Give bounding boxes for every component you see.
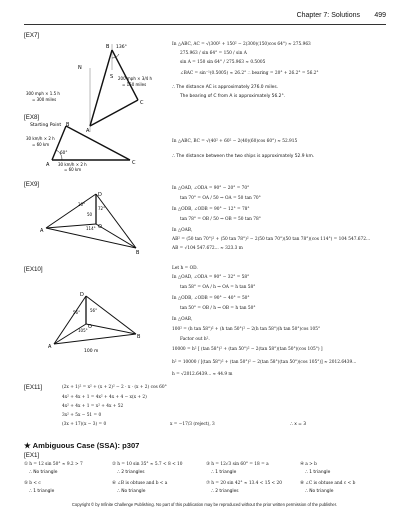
ex7-line-2: 275.963 / sin 64° = 150 / sin A	[180, 51, 247, 56]
ex7-line-4: ∠BAC = sin⁻¹(0.5005) ≈ 26.2° ∴ bearing = 20° + 26.2° = 56.2°	[180, 71, 319, 76]
page-number: 499	[374, 12, 386, 19]
ex7-point-b: B	[106, 44, 110, 50]
ex7-starting-point: Starting Point	[30, 123, 62, 128]
ex8-point-b: B	[66, 122, 70, 128]
ex9-angle-3: 114°	[86, 226, 96, 231]
ex9-angle-1: 20°	[78, 202, 86, 207]
ex10-point-b: B	[137, 334, 141, 340]
ex9-line-1: In △OAD, ∠ODA = 90° − 20° = 70°	[172, 186, 250, 191]
page-header	[24, 12, 386, 25]
ex9-line-6: AB² = (50 tan 70°)² + (50 tan 78°)² − 2(50 tan 70°)(50 tan 78°)(cos 114°) = 104 547.672...	[172, 237, 371, 242]
ex9-line-2: tan 70° = OA / 50 ⇒ OA = 50 tan 70°	[180, 196, 261, 201]
ex10-line-9: 10000 = h² [ (tan 58°)² + (tan 50°)² − 2(tan 58°)(tan 50°)(cos 105°) ]	[172, 347, 323, 352]
ex10-point-o: O	[88, 324, 92, 330]
ex10-point-d: D	[80, 292, 84, 298]
ex7-line-3: sin A = 150 sin 64° / 275.963 ≈ 0.5005	[180, 60, 266, 65]
ssa-item-7-question: ⑦ h = 20 sin 42° ≈ 13.4 < 15 < 20	[206, 481, 282, 486]
ex8-bottom-distance: = 60 km	[64, 167, 82, 172]
ex7-leg2-distance: = 150 miles	[122, 82, 147, 87]
ex11-line-3: 4x² + 4x + 1 = x² + 4x + 52	[62, 404, 124, 409]
ex9-label: [EX9]	[24, 181, 40, 188]
ex8-point-c: C	[132, 160, 136, 166]
ex10-figure	[40, 290, 144, 354]
ssa-item-7-answer: ∴ 2 triangles	[211, 489, 239, 494]
ex11-line-1: (2x + 1)² = x² + (x + 2)² − 2 · x · (x + 2) cos 60°	[62, 385, 167, 390]
ex11-line-4: 3x² + 5x − 51 = 0	[62, 413, 102, 418]
ex10-line-6: In △OAB,	[172, 317, 193, 322]
ex10-line-3: tan 58° = OA / h ⇒ OA = h tan 58°	[180, 285, 256, 290]
ssa-item-2-question: ② h = 10 sin 35° ≈ 5.7 < 8 < 10	[112, 462, 183, 467]
ex10-line-1: Let h = OD.	[172, 266, 198, 271]
ex9-line-3: In △ODB, ∠ODB = 90° − 12° = 78°	[172, 207, 250, 212]
ex7-figure	[26, 40, 154, 132]
ex8-top-distance: = 60 km	[32, 142, 50, 147]
ex8-top-speed: 30 km/h × 2 h	[26, 136, 55, 141]
ex11-solution: x = −17/3 (reject), 3	[170, 422, 215, 427]
ssa-item-6-question: ⑥ ∠B is obtuse and b < a	[112, 481, 168, 486]
ex11-line-2: 4x² + 4x + 1 = 4x² + 4x + 4 − x(x + 2)	[62, 395, 147, 400]
ex10-point-a: A	[48, 344, 52, 350]
ssa-item-3-question: ③ h = 12√3 sin 60° = 18 = a	[206, 462, 269, 467]
ex11-label: [EX11]	[24, 384, 43, 391]
ex9-line-4: tan 78° = OB / 50 ⇒ OB = 50 tan 78°	[180, 217, 261, 222]
ex8-answer: ∴ The distance between the two ships is approximately 52.9 km.	[172, 154, 315, 159]
ambiguous-case-title: ★ Ambiguous Case (SSA): p307	[24, 441, 140, 450]
ssa-item-1-answer: ∴ No triangle	[29, 470, 58, 475]
ssa-item-5-question: ⑤ b < c	[24, 481, 41, 486]
ex7-leg1-speed: 300 mph × 1.5 h	[26, 91, 60, 96]
ex9-line-5: In △OAB,	[172, 228, 193, 233]
ssa-item-8-question: ⑧ ∠C is obtuse and c < b	[300, 481, 356, 486]
ex8-figure	[26, 122, 138, 172]
ex7-angle-label: 136°	[116, 45, 127, 50]
ex9-point-a: A	[40, 228, 44, 234]
ex9-figure	[40, 190, 144, 256]
ex9-height: 50	[87, 212, 93, 217]
ex10-label: [EX10]	[24, 266, 43, 273]
copyright-footer: Copyright © by Infinite Challenge Publishing. No part of this publication may be reproduced without the prior written permission of the publisher.	[71, 502, 338, 507]
ex10-angle-3: 105°	[78, 328, 88, 333]
ex10-line-4: In △ODB, ∠ODB = 90° − 40° = 50°	[172, 296, 250, 301]
ssa-item-5-answer: ∴ 1 triangle	[29, 489, 55, 494]
ex8-label: [EX8]	[24, 114, 40, 121]
ex10-line-11: h = √2012.6439... ≈ 44.9 m	[172, 372, 233, 377]
ssa-item-4-question: ④ a > b	[300, 462, 317, 467]
ex7-line-1: In △ABC, AC = √(300² + 150² − 2(300)(150)cos 64°) ≈ 275.963	[172, 42, 311, 47]
ssa-item-1-question: ① h = 12 sin 50° ≈ 9.2 > 7	[24, 462, 83, 467]
ssa-ex1-label: [EX1]	[24, 452, 40, 459]
ex7-point-c: C	[140, 100, 144, 106]
ssa-item-4-answer: ∴ 1 triangle	[305, 470, 331, 475]
ex8-angle-label: 60°	[60, 150, 68, 155]
ex7-answer-1: ∴ The distance AC is approximately 276.0 miles.	[172, 85, 279, 90]
ex9-point-b: B	[136, 250, 140, 256]
ex10-line-2: In △OAD, ∠ODA = 90° − 32° = 58°	[172, 275, 250, 280]
ex11-answer: ∴ x = 3	[290, 422, 307, 427]
ex7-label: [EX7]	[24, 32, 40, 39]
ex8-line: In △ABC, BC = √(40² + 60² − 2(40)(60)cos 60°) ≈ 52.915	[172, 139, 298, 144]
ssa-item-3-answer: ∴ 1 triangle	[211, 470, 237, 475]
ex9-point-o: O	[98, 224, 102, 230]
ex10-line-5: tan 50° = OB / h ⇒ OB = h tan 50°	[180, 306, 256, 311]
ssa-item-6-answer: ∴ No triangle	[117, 489, 146, 494]
ex7-point-s: S	[110, 74, 114, 80]
ex8-point-a: A	[46, 162, 50, 168]
chapter-title: Chapter 7: Solutions	[296, 12, 360, 19]
ex10-line-8: Factor out h².	[180, 337, 210, 342]
ssa-item-2-answer: ∴ 2 triangles	[117, 470, 145, 475]
ex10-angle-2: 56°	[90, 308, 98, 313]
ex7-leg2-speed: 200 mph × 3/4 h	[118, 76, 153, 81]
ex7-leg1-distance: = 300 miles	[32, 97, 57, 102]
ex7-north-label: N	[78, 65, 82, 71]
ex10-line-7: 100² = (h tan 58°)² + (h tan 50°)² − 2(h tan 58°)(h tan 50°)cos 105°	[172, 327, 321, 332]
ex10-distance: 100 m	[84, 349, 99, 354]
ex9-point-d: D	[98, 192, 102, 198]
ex7-answer-2: The bearing of C from A is approximately 56.2°.	[180, 94, 286, 99]
ex7-point-a: A	[86, 128, 90, 132]
ex10-line-10: h² = 10000 / [(tan 58°)² + (tan 50°)² − 2(tan 58°)(tan 50°)(cos 105°)] ≈ 2012.6439...	[172, 360, 357, 365]
ex9-angle-2: 72°	[98, 206, 106, 211]
ex11-line-5: (3x + 17)(x − 3) = 0	[62, 422, 107, 427]
ssa-item-8-answer: ∴ No triangle	[305, 489, 334, 494]
ex9-line-7: AB = √104 547.672... ≈ 323.3 m	[172, 246, 243, 251]
ex10-angle-1: 56°	[73, 310, 81, 315]
ex8-bottom-speed: 30 km/h × 2 h	[58, 162, 87, 167]
